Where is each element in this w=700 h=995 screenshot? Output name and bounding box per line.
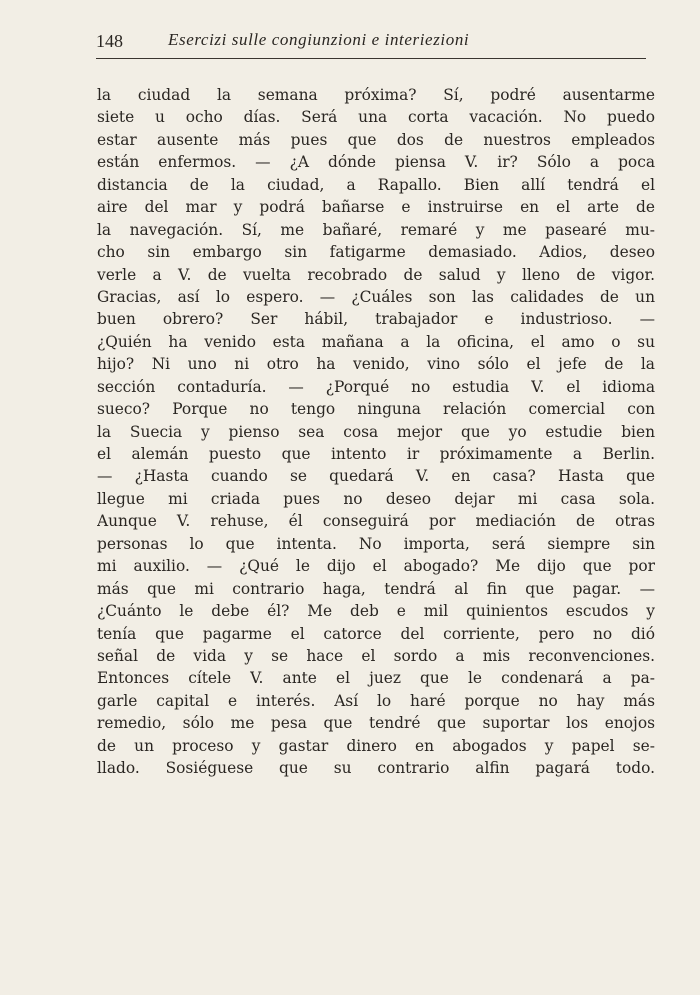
text-line: Gracias, así lo espero. — ¿Cuáles son las calidades de un (97, 287, 655, 306)
text-line: hijo? Ni uno ni otro ha venido, vino sólo el jefe de la (97, 355, 655, 374)
text-line: llado. Sosiéguese que su contrario alfin pagará todo. (97, 759, 655, 778)
text-line: la navegación. Sí, me bañaré, remaré y me pasearé mu- (97, 220, 655, 239)
text-line: Entonces cítele V. ante el juez que le condenará a pa- (97, 669, 655, 688)
text-line: estar ausente más pues que dos de nuestros empleados (97, 130, 655, 149)
text-line: señal de vida y se hace el sordo a mis reconvenciones. (97, 646, 655, 665)
text-line: — ¿Hasta cuando se quedará V. en casa? Hasta que (97, 467, 655, 486)
text-line: el alemán puesto que intento ir próximamente a Berlin. (97, 445, 655, 463)
page-number: 148 (96, 31, 123, 51)
running-title: Esercizi sulle congiunzioni e interiezioni (168, 30, 470, 49)
text-line: la Suecia y pienso sea cosa mejor que yo estudie bien (97, 422, 655, 441)
text-line: están enfermos. — ¿A dónde piensa V. ir? Sólo a poca (97, 153, 655, 172)
body-text (97, 84, 655, 780)
text-line: sueco? Porque no tengo ninguna relación comercial con (97, 400, 655, 419)
text-line: buen obrero? Ser hábil, trabajador e industrioso. — (97, 310, 655, 329)
text-line: aire del mar y podrá bañarse e instruirse en el arte de (97, 198, 655, 217)
text-line: llegue mi criada pues no deseo dejar mi casa sola. (97, 489, 655, 508)
text-line: distancia de la ciudad, a Rapallo. Bien allí tendrá el (97, 175, 655, 194)
text-line: personas lo que intenta. No importa, será siempre sin (97, 534, 655, 553)
text-line: garle capital e interés. Así lo haré porque no hay más (97, 691, 655, 710)
text-line: de un proceso y gastar dinero en abogados y papel se- (97, 736, 655, 755)
text-line: verle a V. de vuelta recobrado de salud y lleno de vigor. (97, 265, 655, 284)
text-line: tenía que pagarme el catorce del corriente, pero no dió (97, 624, 655, 643)
text-line: siete u ocho días. Será una corta vacación. No puedo (97, 108, 655, 127)
text-line: sección contaduría. — ¿Porqué no estudia V. el idioma (97, 377, 655, 396)
text-line: cho sin embargo sin fatigarme demasiado. Adios, deseo (97, 243, 655, 262)
header-rule (96, 58, 646, 59)
text-line: la ciudad la semana próxima? Sí, podré ausentarme (97, 86, 655, 104)
text-line: remedio, sólo me pesa que tendré que suportar los enojos (97, 714, 655, 733)
text-line: mi auxilio. — ¿Qué le dijo el abogado? Me dijo que por (97, 557, 655, 576)
text-line: Aunque V. rehuse, él conseguirá por mediación de otras (97, 512, 655, 531)
text-line: ¿Cuánto le debe él? Me deb e mil quinientos escudos y (97, 602, 655, 621)
text-line: más que mi contrario haga, tendrá al fin que pagar. — (97, 579, 655, 598)
text-line: ¿Quién ha venido esta mañana a la oficina, el amo o su (97, 332, 655, 351)
